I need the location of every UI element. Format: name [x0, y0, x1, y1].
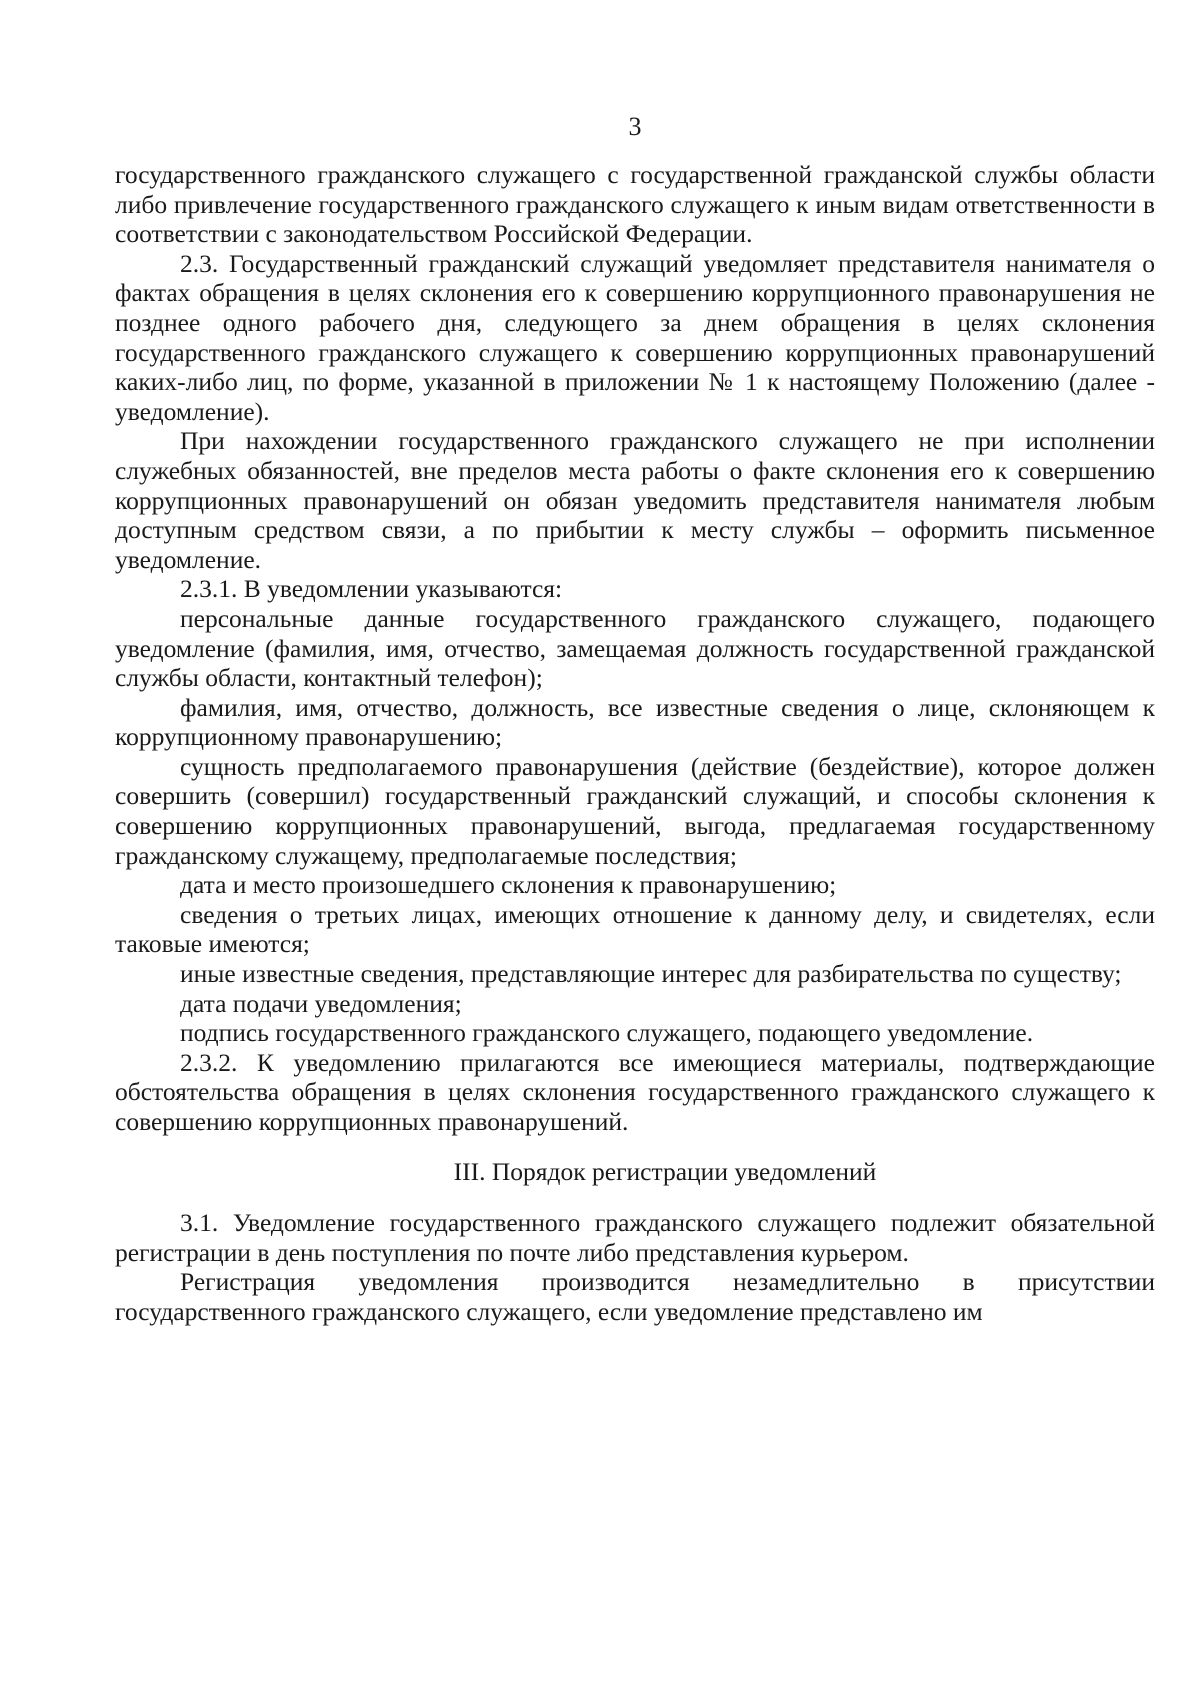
list-item-other-info: иные известные сведения, представляющие интерес для разбирательства по существу;: [180, 959, 1122, 989]
list-item-date-place: дата и место произошедшего склонения к правонарушению;: [180, 870, 837, 900]
paragraph-2-3-2: 2.3.2. К уведомлению прилагаются все имеющиеся материалы, подтверждающие обстоятельства обращения в целях склонения государственного гражданского служащего к совершению коррупционных правонарушений.: [115, 1047, 1155, 1136]
list-item-signature: подпись государственного гражданского служащего, подающего уведомление.: [180, 1018, 1034, 1048]
paragraph-continuation: государственного гражданского служащего с государственной гражданской службы области либо привлечение государственного гражданского служащего к иным видам ответственности в соответствии с законодательством Российской Федерации.: [115, 160, 1155, 249]
list-item-submission-date: дата подачи уведомления;: [180, 988, 462, 1018]
list-item-personal-data: персональные данные государственного гражданского служащего, подающего уведомление (фамилия, имя, отчество, замещаемая должность государственной гражданской службы области, контактный телефон);: [115, 603, 1155, 693]
list-item-inducer-info: фамилия, имя, отчество, должность, все известные сведения о лице, склоняющем к коррупционному правонарушению;: [115, 692, 1155, 752]
list-item-offense-essence: сущность предполагаемого правонарушения (действие (бездействие), которое должен совершить (совершил) государственный гражданский служащий, и способы склонения к совершению коррупционных правонарушений, выгода, предлагаемая государственному гражданскому служащему, предполагаемые последствия;: [115, 751, 1155, 870]
paragraph-registration: Регистрация уведомления производится незамедлительно в присутствии государственного гражданского служащего, если уведомление представлено им: [115, 1267, 1155, 1326]
list-item-third-parties: сведения о третьих лицах, имеющих отношение к данному делу, и свидетелях, если таковые имеются;: [115, 899, 1155, 959]
paragraph-3-1: 3.1. Уведомление государственного гражданского служащего подлежит обязательной регистрации в день поступления по почте либо представления курьером.: [115, 1208, 1155, 1267]
paragraph-2-3-1: 2.3.1. В уведомлении указываются:: [180, 574, 563, 604]
paragraph-2-3: 2.3. Государственный гражданский служащий уведомляет представителя нанимателя о фактах обращения в целях склонения его к совершению коррупционного правонарушения не позднее одного рабочего дня, следующего за днем обращения в целях склонения государственного гражданского служащего к совершению коррупционных правонарушений каких-либо лиц, по форме, указанной в приложении № 1 к настоящему Положению (далее - уведомление).: [115, 248, 1155, 426]
document-body: [115, 160, 1155, 1327]
section-heading: III. Порядок регистрации уведомлений: [453, 1156, 877, 1186]
paragraph-off-duty: При нахождении государственного гражданского служащего не при исполнении служебных обязанностей, вне пределов места работы о факте склонения его к совершению коррупционных правонарушений он обязан уведомить представителя нанимателя любым доступным средством связи, а по прибытии к месту службы – оформить письменное уведомление.: [115, 426, 1155, 574]
page-number: 3: [628, 112, 642, 141]
